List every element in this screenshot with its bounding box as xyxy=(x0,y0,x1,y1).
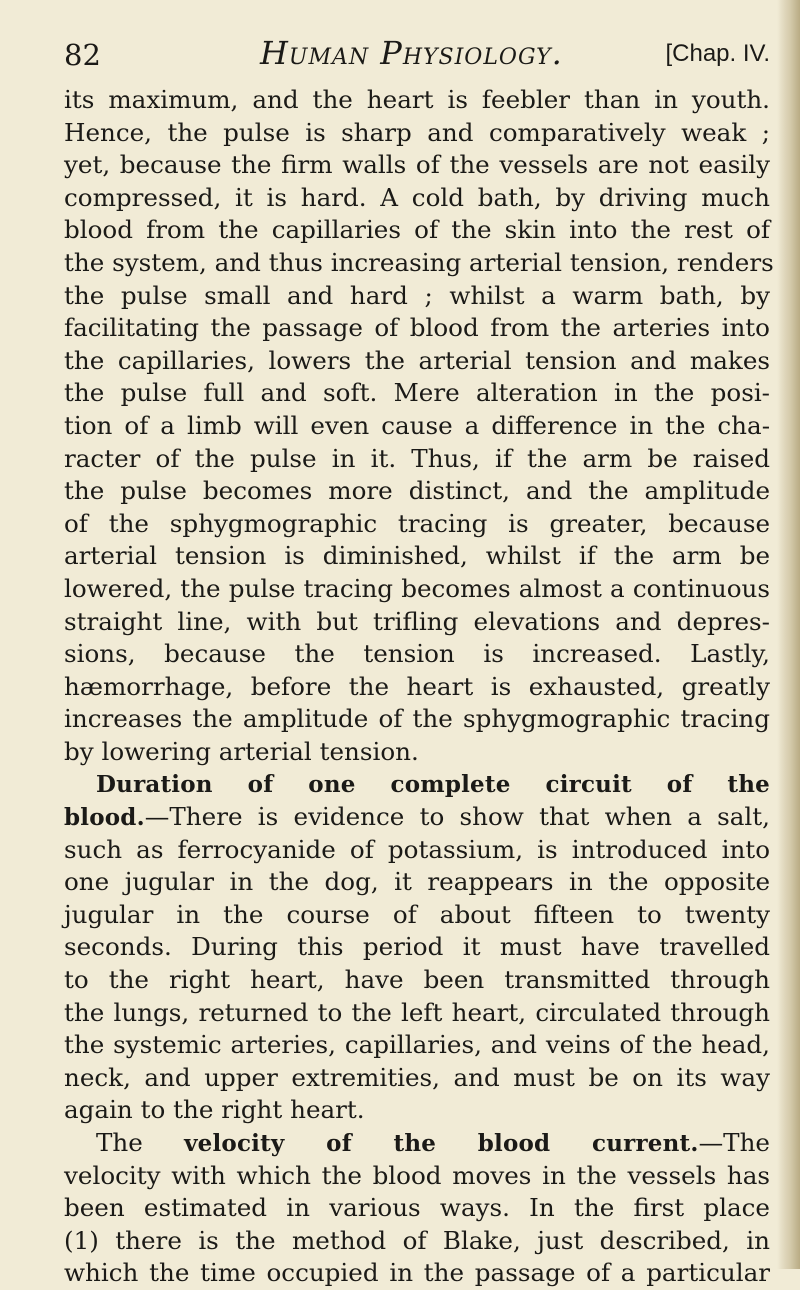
text-line xyxy=(64,540,770,573)
text-line-content: hæmorrhage, before the heart is exhausted, greatly xyxy=(64,671,770,701)
text-line xyxy=(64,1225,770,1258)
text-line-content: neck, and upper extremities, and must be on its way xyxy=(64,1062,770,1092)
text-line xyxy=(64,834,770,867)
text-line xyxy=(64,671,770,704)
text-line-content: one jugular in the dog, it reappears in the opposite xyxy=(64,867,770,897)
text-line-content: again to the right heart. xyxy=(64,1095,365,1125)
text-line-content: the systemic arteries, capillaries, and veins of the head, xyxy=(64,1030,770,1060)
text-line-content: seconds. During this period it must have travelled xyxy=(64,932,770,962)
text-line-content: been estimated in various ways. In the first place xyxy=(64,1193,770,1223)
text-line-content: racter of the pulse in it. Thus, if the arm be raised xyxy=(64,443,770,473)
text-line xyxy=(64,964,770,997)
text-line xyxy=(64,1062,770,1095)
text-line xyxy=(64,1192,770,1225)
text-line-content: increases the amplitude of the sphygmographic tracing xyxy=(64,704,770,734)
text-line-content: (1) there is the method of Blake, just described, in xyxy=(64,1225,770,1255)
text-line xyxy=(64,573,770,606)
text-line xyxy=(64,84,770,117)
running-title: Human Physiology. xyxy=(260,34,563,72)
chapter-label: [Chap. IV. xyxy=(665,40,770,67)
text-line xyxy=(64,117,770,150)
text-line-content: —The xyxy=(698,1128,770,1157)
text-line-content: the lungs, returned to the left heart, circulated through xyxy=(64,997,770,1027)
text-line-content: jugular in the course of about fifteen to twenty xyxy=(64,899,770,929)
text-line xyxy=(64,312,770,345)
text-line-content: compressed, it is hard. A cold bath, by driving much xyxy=(64,182,770,212)
text-line xyxy=(64,410,770,443)
body-text xyxy=(64,84,774,1290)
text-line xyxy=(64,1257,770,1290)
section-heading: velocity of the blood current. xyxy=(184,1130,699,1157)
text-line-content: the capillaries, lowers the arterial tension and makes xyxy=(64,345,770,375)
text-line xyxy=(64,443,770,476)
text-line xyxy=(64,606,770,639)
text-line xyxy=(64,1094,770,1127)
text-line-content: the pulse small and hard ; whilst a warm bath, by xyxy=(64,280,770,310)
text-line xyxy=(64,345,770,378)
text-line-content: lowered, the pulse tracing becomes almost a continuous xyxy=(64,573,770,603)
page-header xyxy=(64,32,770,78)
text-line-content: velocity with which the blood moves in the vessels has xyxy=(64,1160,770,1190)
text-line xyxy=(64,475,770,508)
text-line xyxy=(64,182,770,215)
text-line xyxy=(64,508,770,541)
section-heading: blood. xyxy=(64,804,145,832)
text-line-content: tion of a limb will even cause a difference in the cha- xyxy=(64,410,770,440)
text-line xyxy=(64,736,770,769)
text-line-content: of the sphygmographic tracing is greater, because xyxy=(64,508,770,538)
text-line-content: the pulse becomes more distinct, and the amplitude xyxy=(64,476,770,506)
text-line-content: straight line, with but trifling elevations and depres- xyxy=(64,606,770,636)
text-line xyxy=(64,1127,770,1160)
text-line xyxy=(64,899,770,932)
text-line-content: to the right heart, have been transmitted through xyxy=(64,965,770,995)
text-line-content: its maximum, and the heart is feebler than in youth. xyxy=(64,85,770,114)
text-line-content: Hence, the pulse is sharp and comparatively weak ; xyxy=(64,117,770,147)
section-heading: Duration of one complete circuit of the xyxy=(96,771,770,799)
text-line-content: the pulse full and soft. Mere alteration in the posi- xyxy=(64,378,770,408)
text-line xyxy=(64,214,770,247)
text-line-pre: The xyxy=(96,1128,185,1157)
text-line-content: blood from the capillaries of the skin into the rest of xyxy=(64,215,770,245)
page-edge-shadow xyxy=(778,0,800,1269)
text-line xyxy=(64,866,770,899)
text-line xyxy=(64,997,770,1030)
text-line-content: yet, because the firm walls of the vessels are not easily xyxy=(64,150,770,180)
text-line xyxy=(64,377,770,410)
text-line xyxy=(64,703,770,736)
text-line-content: sions, because the tension is increased. Lastly, xyxy=(64,639,770,669)
text-line-content: the system, and thus increasing arterial tension, renders xyxy=(64,247,774,277)
text-line xyxy=(64,1029,770,1062)
text-line-content: arterial tension is diminished, whilst if the arm be xyxy=(64,541,770,571)
text-line xyxy=(64,801,770,834)
text-line xyxy=(64,1160,770,1193)
text-line xyxy=(64,768,770,801)
text-line-content: —There is evidence to show that when a salt, xyxy=(144,802,770,832)
text-line-content: which the time occupied in the passage of a particular xyxy=(64,1258,770,1288)
page-number: 82 xyxy=(64,38,101,72)
text-line xyxy=(64,247,774,280)
text-line-content: facilitating the passage of blood from the arteries into xyxy=(64,313,770,343)
text-line xyxy=(64,638,770,671)
text-line-content: such as ferrocyanide of potassium, is introduced into xyxy=(64,834,770,864)
text-line xyxy=(64,149,770,182)
text-line xyxy=(64,931,770,964)
text-line-content: by lowering arterial tension. xyxy=(64,736,419,766)
text-line xyxy=(64,280,770,313)
